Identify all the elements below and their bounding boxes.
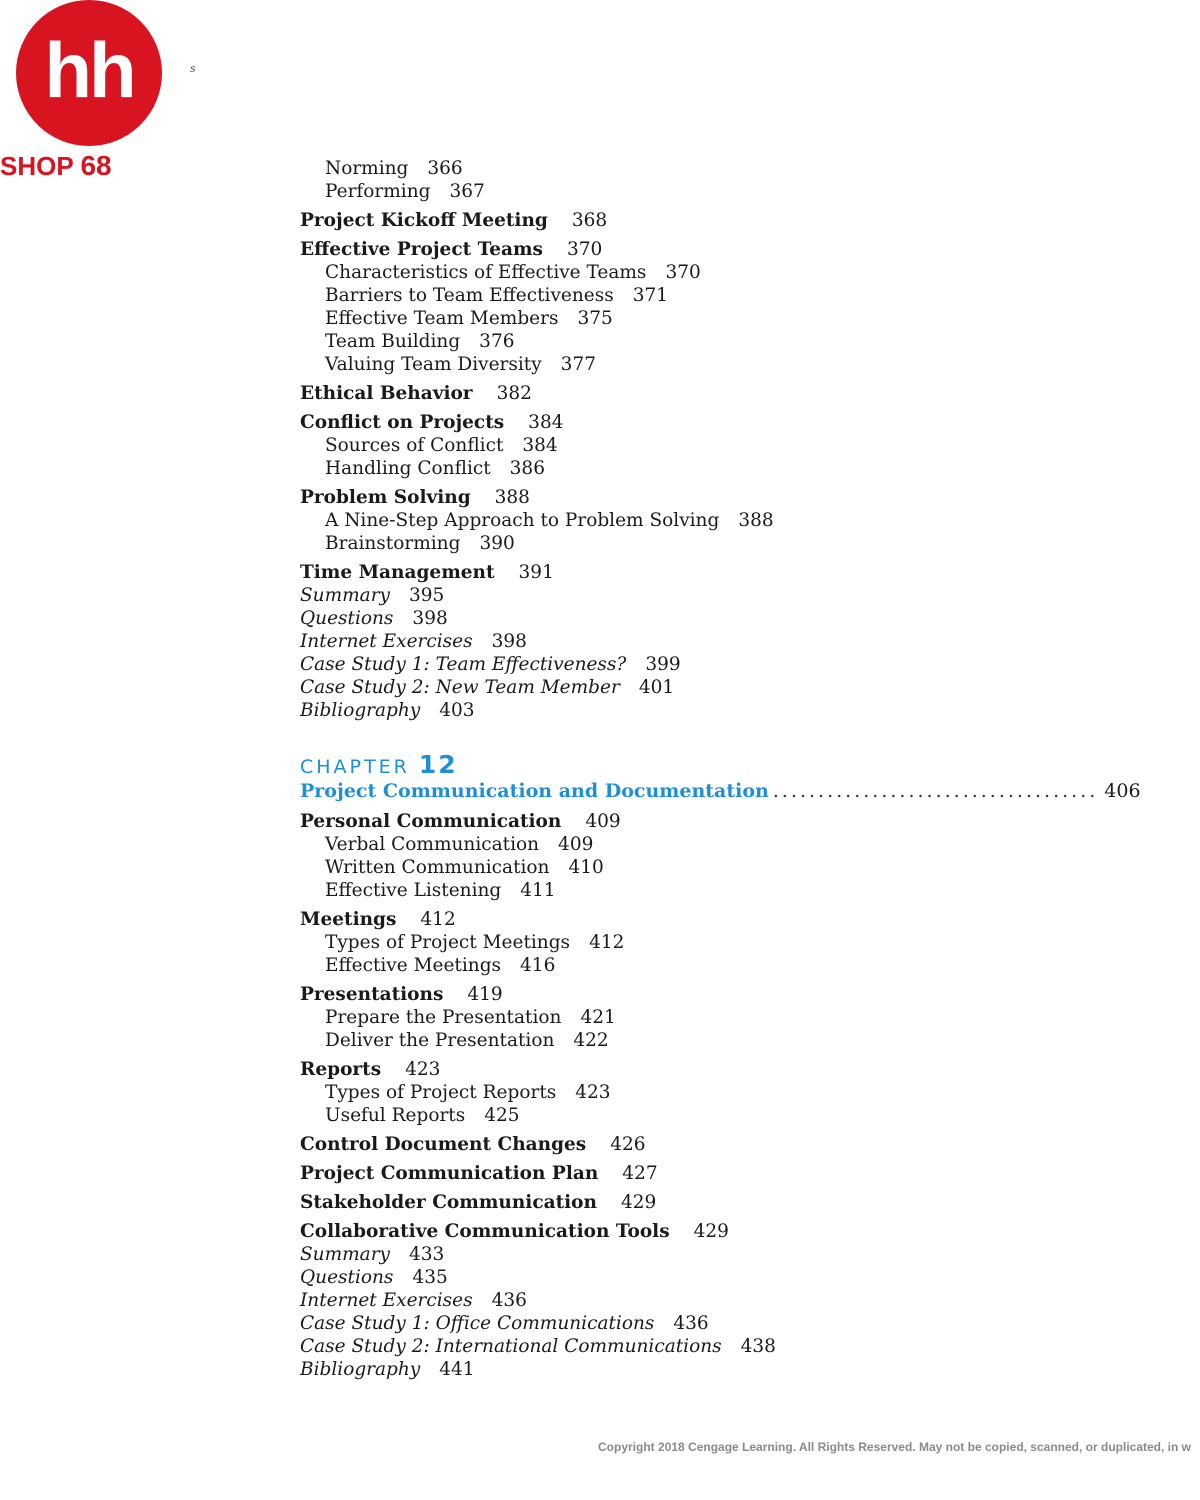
toc-backmatter-entry[interactable] [300,607,1060,630]
toc-entry-label: Team Building [325,331,461,352]
toc-section-entry[interactable] [300,411,1060,434]
toc-entry-label: Effective Project Teams [300,239,543,260]
toc-entry-page: 398 [491,631,527,652]
toc-subsection-entry[interactable] [300,1006,1060,1029]
toc-backmatter-entry[interactable] [300,1243,1060,1266]
toc-entry-page: 384 [528,412,564,433]
copyright-notice: Copyright 2018 Cengage Learning. All Rights Reserved. May not be copied, scanned, or duplicated, in w [598,1440,1192,1454]
toc-entry-page: 412 [589,932,625,953]
toc-entry-page: 395 [409,585,445,606]
toc-section-entry[interactable] [300,810,1060,833]
toc-subsection-entry[interactable] [300,457,1060,480]
chapter-heading [300,750,1141,804]
toc-entry-label: Ethical Behavior [300,383,473,404]
toc-section-entry[interactable] [300,1220,1060,1243]
toc-entry-label: Norming [325,158,409,179]
toc-entry-page: 386 [509,458,545,479]
toc-entry-label: Stakeholder Communication [300,1192,597,1213]
toc-entry-label: Problem Solving [300,487,471,508]
toc-subsection-entry[interactable] [300,856,1060,879]
toc-entry-label: Case Study 2: New Team Member [300,677,620,698]
toc-entry-page: 370 [566,239,603,260]
toc-entry-page: 438 [740,1336,776,1357]
toc-entry-page: 436 [491,1290,527,1311]
toc-entry-page: 377 [560,354,596,375]
toc-entry-page: 427 [622,1163,658,1184]
toc-entry-label: Collaborative Communication Tools [300,1221,670,1242]
toc-subsection-entry[interactable] [300,931,1060,954]
toc-section-entry[interactable] [300,908,1060,931]
toc-entry-label: Written Communication [325,857,550,878]
toc-section-entry[interactable] [300,561,1060,584]
toc-backmatter-entry[interactable] [300,676,1060,699]
toc-entry-label: Project Communication Plan [300,1163,599,1184]
toc-entry-label: Meetings [300,909,397,930]
toc-entry-label: Case Study 2: International Communications [300,1336,722,1357]
toc-entry-page: 410 [568,857,604,878]
toc-subsection-entry[interactable] [300,954,1060,977]
toc-entry-label: Useful Reports [325,1105,466,1126]
toc-subsection-entry[interactable] [300,261,1060,284]
toc-entry-page: 441 [439,1359,475,1380]
toc-entry-label: Sources of Conflict [325,435,504,456]
chapter-number: 12 [418,750,458,779]
toc-section-entry[interactable] [300,486,1060,509]
toc-entry-page: 368 [571,210,608,231]
toc-subsection-entry[interactable] [300,157,1060,180]
toc-entry-page: 388 [494,487,530,508]
toc-section-entry[interactable] [300,1133,1060,1156]
toc-entry-page: 411 [520,880,556,901]
toc-entry-label: Valuing Team Diversity [325,354,542,375]
toc-entry-label: Personal Communication [300,811,562,832]
toc-entry-page: 429 [693,1221,729,1242]
toc-section-entry[interactable] [300,1058,1060,1081]
toc-entry-page: 423 [405,1059,441,1080]
toc-entry-label: Questions [300,1267,394,1288]
toc-entry-page: 422 [573,1030,609,1051]
chapter-word: CHAPTER [300,756,410,778]
toc-section-entry[interactable] [300,983,1060,1006]
toc-backmatter-entry[interactable] [300,1335,1060,1358]
toc-entry-page: 399 [645,654,681,675]
toc-entry-page: 436 [673,1313,709,1334]
toc-backmatter-entry[interactable] [300,653,1060,676]
toc-backmatter-entry[interactable] [300,1312,1060,1335]
chapter-title[interactable]: Project Communication and Documentation [300,780,769,802]
logo-shop-text: SHOP [0,151,74,181]
toc-entry-page: 409 [585,811,621,832]
toc-entry-page: 423 [575,1082,611,1103]
toc-entry-page: 421 [580,1007,616,1028]
toc-subsection-entry[interactable] [300,1029,1060,1052]
toc-entry-label: Types of Project Meetings [325,932,571,953]
toc-entry-page: 382 [496,383,532,404]
logo-shop-number: 68 [80,150,112,181]
toc-subsection-entry[interactable] [300,434,1060,457]
corner-mark: s [190,62,196,75]
toc-entry-label: Time Management [300,562,495,583]
toc-entry-label: Summary [300,585,390,606]
toc-section-entry[interactable] [300,1162,1060,1185]
toc-entry-label: Effective Meetings [325,955,502,976]
toc-entry-label: Questions [300,608,394,629]
toc-entry-label: Barriers to Team Effectiveness [325,285,614,306]
toc-entry-label: Verbal Communication [325,834,540,855]
toc-section-entry[interactable] [300,209,1060,232]
logo-badge [16,0,162,146]
toc-entry-page: 403 [439,700,475,721]
toc-backmatter-entry[interactable] [300,630,1060,653]
toc-entry-label: Performing [325,181,431,202]
toc-subsection-entry[interactable] [300,509,1060,532]
toc-entry-page: 433 [409,1244,445,1265]
toc-backmatter-entry[interactable] [300,1358,1060,1381]
toc-entry-page: 367 [449,181,485,202]
toc-entry-page: 419 [467,984,503,1005]
toc-section-entry[interactable] [300,238,1060,261]
table-of-contents [300,157,1141,1381]
toc-backmatter-entry[interactable] [300,699,1060,722]
chapter-title-row[interactable] [300,778,1141,804]
toc-subsection-entry[interactable] [300,353,1060,376]
toc-entry-page: 391 [518,562,554,583]
toc-backmatter-entry[interactable] [300,1266,1060,1289]
toc-section-chapter-12 [300,810,1060,1381]
toc-entry-label: Internet Exercises [300,631,473,652]
toc-backmatter-entry[interactable] [300,584,1060,607]
toc-entry-label: Effective Listening [325,880,502,901]
toc-entry-label: Handling Conflict [325,458,491,479]
toc-entry-page: 416 [520,955,556,976]
toc-entry-page: 370 [665,262,701,283]
toc-section-chapter-11 [300,157,1060,722]
toc-subsection-entry[interactable] [300,180,1060,203]
toc-subsection-entry[interactable] [300,833,1060,856]
toc-entry-label: Project Kickoff Meeting [300,210,548,231]
toc-entry-page: 384 [522,435,558,456]
toc-entry-page: 376 [479,331,515,352]
toc-entry-label: Bibliography [300,1359,421,1380]
toc-entry-label: Effective Team Members [325,308,559,329]
toc-subsection-entry[interactable] [300,330,1060,353]
toc-section-entry[interactable] [300,1191,1060,1214]
chapter-leader-dots: .................................... [772,780,1099,802]
toc-entry-label: Presentations [300,984,444,1005]
toc-section-entry[interactable] [300,382,1060,405]
chapter-page-number: 406 [1104,780,1141,802]
toc-entry-label: Prepare the Presentation [325,1007,562,1028]
toc-entry-label: Summary [300,1244,390,1265]
toc-subsection-entry[interactable] [300,284,1060,307]
toc-entry-page: 425 [484,1105,520,1126]
toc-entry-page: 435 [412,1267,448,1288]
toc-entry-page: 429 [620,1192,657,1213]
toc-entry-label: Brainstorming [325,533,461,554]
toc-entry-page: 398 [412,608,448,629]
toc-subsection-entry[interactable] [300,1081,1060,1104]
toc-subsection-entry[interactable] [300,879,1060,902]
toc-entry-page: 366 [427,158,463,179]
logo-shop-label [0,150,112,182]
toc-subsection-entry[interactable] [300,1104,1060,1127]
toc-entry-page: 409 [558,834,594,855]
toc-entry-page: 401 [638,677,675,698]
toc-entry-label: Bibliography [300,700,421,721]
toc-entry-page: 371 [632,285,669,306]
toc-entry-page: 412 [420,909,456,930]
toc-entry-label: Case Study 1: Team Effectiveness? [300,654,627,675]
toc-entry-page: 375 [577,308,613,329]
toc-backmatter-entry[interactable] [300,1289,1060,1312]
toc-entry-label: Reports [300,1059,382,1080]
toc-entry-label: Characteristics of Effective Teams [325,262,647,283]
toc-entry-page: 426 [610,1134,646,1155]
chapter-label [300,752,1060,778]
toc-subsection-entry[interactable] [300,307,1060,330]
toc-entry-label: Control Document Changes [300,1134,587,1155]
toc-entry-label: Types of Project Reports [325,1082,557,1103]
toc-entry-page: 388 [738,510,774,531]
logo-monogram: hh [44,26,134,114]
toc-entry-label: Case Study 1: Office Communications [300,1313,655,1334]
toc-entry-label: Conflict on Projects [300,412,505,433]
toc-entry-label: Deliver the Presentation [325,1030,555,1051]
toc-entry-label: A Nine-Step Approach to Problem Solving [325,510,720,531]
toc-entry-label: Internet Exercises [300,1290,473,1311]
toc-subsection-entry[interactable] [300,532,1060,555]
toc-entry-page: 390 [479,533,515,554]
